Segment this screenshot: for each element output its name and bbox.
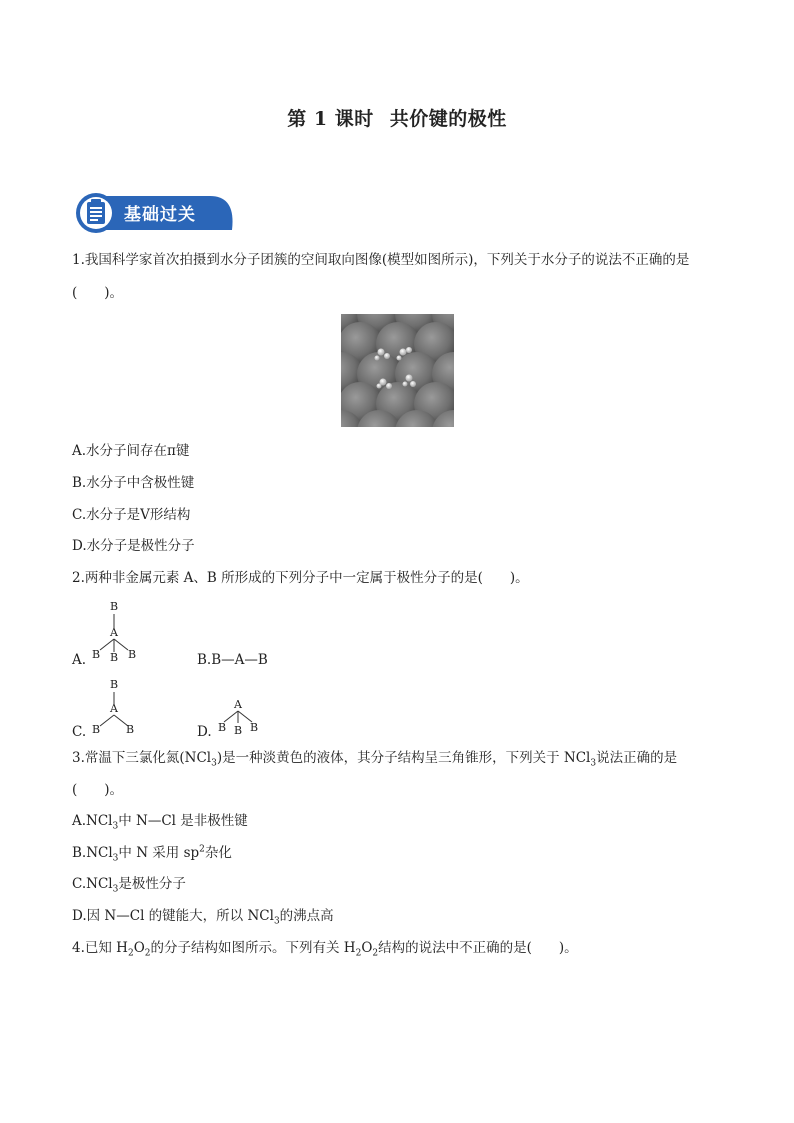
q2-option-a-structure <box>88 600 148 666</box>
q2-option-d-label: D. <box>197 724 212 740</box>
atom-b: B <box>234 724 243 737</box>
atom-a: A <box>110 702 118 715</box>
lesson-number: 第 1 课时 <box>287 108 374 130</box>
atom-b: B <box>110 678 119 691</box>
q3-option-c: C.NCl$_3$是极性分子 <box>72 876 186 895</box>
q1-option-b: B.水分子中含极性键 <box>72 475 195 491</box>
lesson-topic: 共价键的极性 <box>389 108 507 130</box>
section-banner <box>74 190 236 236</box>
q1-blank: ( )。 <box>72 285 124 301</box>
atom-b: B <box>110 600 119 613</box>
atom-b: B <box>92 723 101 736</box>
q2-option-c-label: C. <box>72 724 87 740</box>
atom-b: B <box>126 723 135 736</box>
water-cluster-image <box>341 314 454 427</box>
q3-option-b: B.NCl$_3$中 N 采用 $sp^2$杂化 <box>72 844 232 864</box>
q1-option-d: D.水分子是极性分子 <box>72 538 195 554</box>
q1-stem: 1.我国科学家首次拍摄到水分子团簇的空间取向图像(模型如图所示)，下列关于水分子的说法不正确的是 <box>72 252 690 268</box>
atom-b: B <box>218 721 227 734</box>
section-label: 基础过关 <box>124 205 196 225</box>
atom-a: A <box>234 698 242 711</box>
clipboard-icon <box>87 199 105 224</box>
q2-option-a-label: A. <box>72 652 87 668</box>
q2-option-d-structure <box>214 698 264 738</box>
atom-a: A <box>110 626 118 639</box>
q3-option-d: D.因 N—Cl 的键能大，所以 NCl$_3$的沸点高 <box>72 908 334 927</box>
q1-option-c: C.水分子是V形结构 <box>72 507 191 523</box>
q1-option-a: A.水分子间存在π键 <box>72 443 190 459</box>
q3-option-a: A.NCl$_3$中 N—Cl 是非极性键 <box>72 813 248 832</box>
atom-b: B <box>92 648 101 661</box>
q4-stem: 4.已知 $H_2O_2$的分子结构如图所示。下列有关 $H_2O_2$结构的说法中不正确的是( )。 <box>72 940 578 959</box>
q2-stem: 2.两种非金属元素 A、B 所形成的下列分子中一定属于极性分子的是( )。 <box>72 570 529 586</box>
q3-blank: ( )。 <box>72 782 124 798</box>
atom-b: B <box>110 651 119 664</box>
page-title <box>0 104 794 131</box>
q2-option-c-structure <box>88 678 148 738</box>
atom-b: B <box>250 721 259 734</box>
q2-option-b: B.B—A—B <box>197 652 268 668</box>
q3-stem: 3.常温下三氯化氮(NCl$_3$)是一种淡黄色的液体，其分子结构呈三角锥形，下列关于 NCl$_3$说法正确的是 <box>72 750 678 769</box>
atom-b: B <box>128 648 137 661</box>
